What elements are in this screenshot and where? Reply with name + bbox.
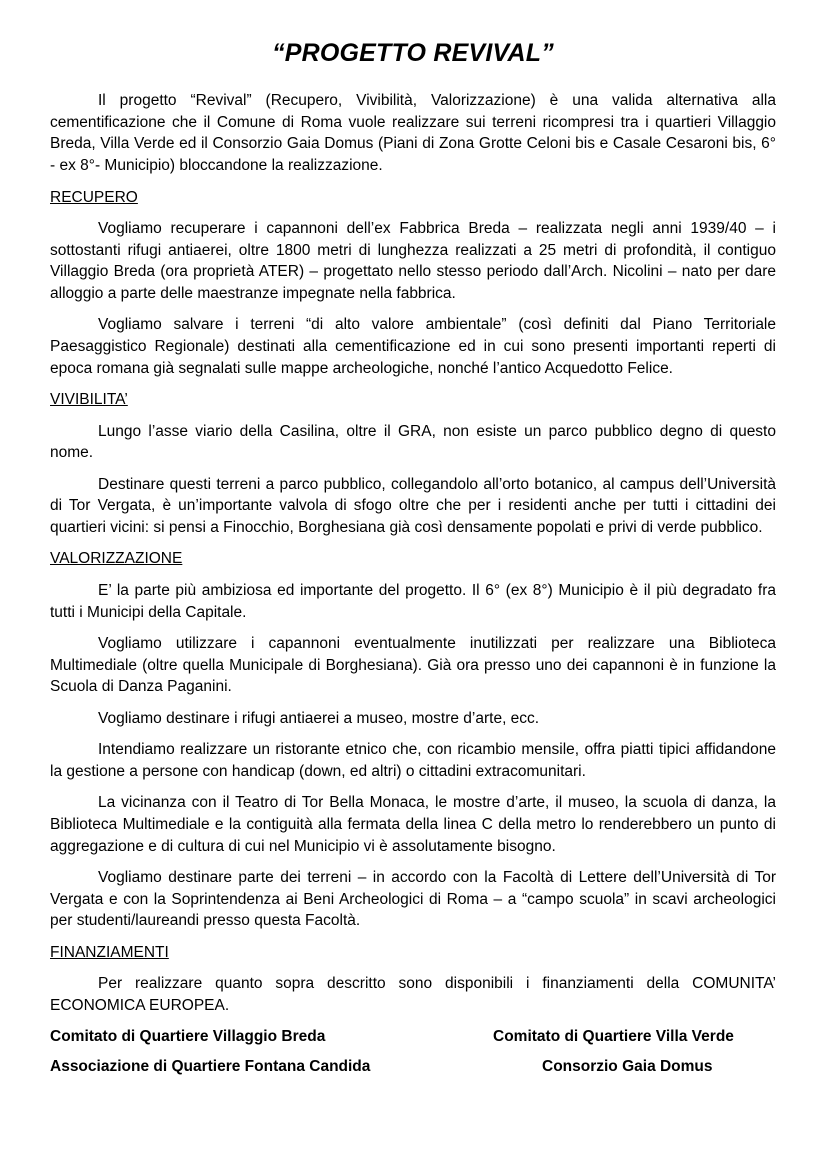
paragraph: Vogliamo recuperare i capannoni dell’ex Fabbrica Breda – realizzata negli anni 1939/40 – i sottostanti rifugi antiaerei, oltre 1800 metri di lunghezza realizzati a 25 metri di profondità, il contiguo Villaggio Breda (ora proprietà ATER) – progettato nello stesso periodo dall’Arch. Nicolini – nato per dare alloggio a parte delle maestranze impegnate nella fabbrica.	[50, 219, 776, 302]
signature-left-1: Comitato di Quartiere Villaggio Breda	[50, 1028, 326, 1046]
section-heading-finanziamenti: FINANZIAMENTI	[50, 943, 169, 961]
section-recupero	[50, 187, 776, 380]
signature-right-2: Consorzio Gaia Domus	[542, 1058, 713, 1076]
paragraph: Intendiamo realizzare un ristorante etnico che, con ricambio mensile, offra piatti tipici affidandone la gestione a persone con handicap (down, ed altri) o cittadini extracomunitari.	[50, 741, 776, 780]
section-heading-vivibilita: VIVIBILITA’	[50, 391, 128, 409]
paragraph: Vogliamo destinare parte dei terreni – in accordo con la Facoltà di Lettere dell’Università di Tor Vergata e con la Soprintendenza ai Beni Archeologici di Roma – a “campo scuola” in scavi archeologici per studenti/laureandi presso questa Facoltà.	[50, 869, 776, 930]
paragraph: Lungo l’asse viario della Casilina, oltre il GRA, non esiste un parco pubblico degno di questo nome.	[50, 422, 776, 462]
section-finanziamenti	[50, 942, 776, 1017]
section-vivibilita	[50, 389, 776, 539]
paragraph: Per realizzare quanto sopra descritto sono disponibili i finanziamenti della COMUNITA’ ECONOMICA EUROPEA.	[50, 975, 776, 1014]
intro-paragraph: Il progetto “Revival” (Recupero, Vivibilità, Valorizzazione) è una valida alternativa alla cementificazione che il Comune di Roma vuole realizzare sui terreni ricompresi tra i quartieri Villaggio Breda, Villa Verde ed il Consorzio Gaia Domus (Piani di Zona Grotte Celoni bis e Casale Cesaroni bis, 6° - ex 8°- Municipio) bloccandone la realizzazione.	[50, 92, 776, 175]
paragraph: E’ la parte più ambiziosa ed importante del progetto. Il 6° (ex 8°) Municipio è il più degradato fra tutti i Municipi della Capitale.	[50, 581, 776, 621]
section-heading-recupero: RECUPERO	[50, 188, 138, 206]
paragraph: Destinare questi terreni a parco pubblico, collegandolo all’orto botanico, al campus dell’Università di Tor Vergata, è un’importante valvola di sfogo oltre che per i residenti anche per tutti i cittadini dei quartieri vicini: si pensi a Finocchio, Borghesiana già così densamente popolati e privi di verde pubblico.	[50, 475, 776, 537]
signature-row	[50, 1026, 776, 1048]
paragraph: Vogliamo utilizzare i capannoni eventualmente inutilizzati per realizzare una Biblioteca Multimediale (oltre quella Municipale di Borghesiana). Già ora presso uno dei capannoni è in funzione la Scuola di Danza Paganini.	[50, 634, 776, 696]
section-heading-valorizzazione: VALORIZZAZIONE	[50, 550, 183, 568]
paragraph: La vicinanza con il Teatro di Tor Bella Monaca, le mostre d’arte, il museo, la scuola di danza, la Biblioteca Multimediale e la contiguità alla fermata della linea C della metro lo renderebbero un punto di aggregazione e di cultura di cui nel Municipio vi è assolutamente bisogno.	[50, 794, 776, 855]
document-title: “PROGETTO REVIVAL”	[272, 39, 554, 67]
paragraph: Vogliamo destinare i rifugi antiaerei a museo, mostre d’arte, ecc.	[98, 709, 540, 727]
signature-left-2: Associazione di Quartiere Fontana Candida	[50, 1058, 371, 1076]
signature-right-1: Comitato di Quartiere Villa Verde	[493, 1028, 734, 1046]
signature-row	[50, 1056, 776, 1078]
signature-block	[50, 1026, 776, 1078]
paragraph: Vogliamo salvare i terreni “di alto valore ambientale” (così definiti dal Piano Territoriale Paesaggistico Regionale) destinati alla cementificazione ed in cui sono presenti importanti reperti di epoca romana già segnalati sulle mappe archeologiche, nonché l’antico Acquedotto Felice.	[50, 316, 776, 377]
section-valorizzazione	[50, 548, 776, 932]
